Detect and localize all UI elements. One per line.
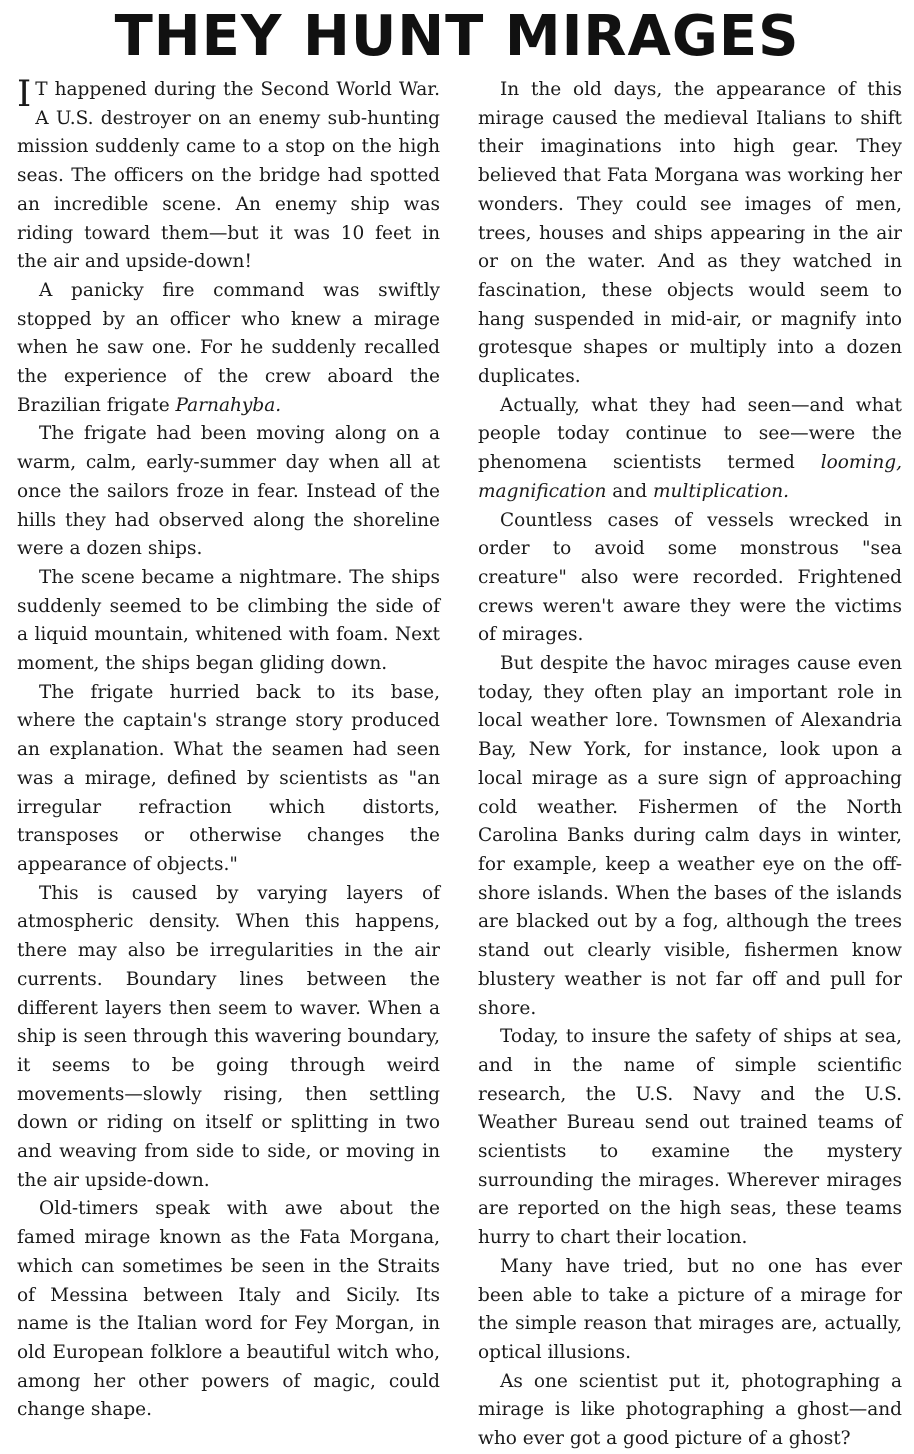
paragraph: But despite the havoc mirages cause even today, they often play an important role in local weather lore. Townsmen of Alexandria Bay, New York, for instance, look upon a local mirage as a sure sign of approaching cold weather. Fishermen of the North Carolina Banks during calm days in winter, for example, keep a weather eye on the off-shore islands. When the bases of the islands are blacked out by a fog, although the trees stand out clearly visible, fishermen know blustery weather is not far off and pull for shore. <box>478 653 902 1019</box>
paragraph: Many have tried, but no one has ever been able to take a picture of a mirage for the simple reason that mirages are, actually, optical illusions. <box>478 1255 902 1363</box>
right-column <box>478 76 902 1454</box>
paragraph: This is caused by varying layers of atmospheric density. When this happens, there may also be irregularities in the air currents. Boundary lines between the different layers then seem to waver. When a ship is seen through this wavering boundary, it seems to be going through weird movements—slowly rising, then settling down or riding on itself or splitting in two and weaving from side to side, or moving in the air upside-down. <box>17 882 440 1191</box>
paragraph: The frigate hurried back to its base, where the captain's strange story produced an explanation. What the seamen had seen was a mirage, defined by scientists as "an irregular refraction which distorts, transposes or otherwise changes the appearance of objects." <box>17 681 440 875</box>
paragraph-text: T happened during the Second World War. A U.S. destroyer on an enemy sub-hunting mission suddenly came to a stop on the high seas. The officers on the bridge had spotted an incredible scene. An enemy ship was riding toward them—but it was 10 feet in the air and upside-down! <box>17 79 440 273</box>
paragraph <box>17 277 440 421</box>
paragraph: In the old days, the appearance of this mirage caused the medieval Italians to shift their imaginations into high gear. They believed that Fata Morgana was working her wonders. They could see images of men, trees, houses and ships appearing in the air or on the water. And as they watched in fascination, these objects would seem to hang suspended in mid-air, or magnify into grotesque shapes or multiply into a dozen duplicates. <box>478 79 902 388</box>
paragraph-text: A panicky fire command was swiftly stopped by an officer who knew a mirage when he saw one. For he suddenly recalled the experience of the crew aboard the Brazilian frigate <box>17 279 440 416</box>
paragraph: Today, to insure the safety of ships at sea, and in the name of simple scientific research, the U.S. Navy and the U.S. Weather Bureau send out trained teams of scientists to examine the mystery surrounding the mirages. Wherever mirages are reported on the high seas, these teams hurry to chart their location. <box>478 1026 902 1249</box>
paragraph: As one scientist put it, photographing a mirage is like photographing a ghost—and who ever got a good picture of a ghost? <box>478 1370 902 1450</box>
paragraph-text: and <box>606 480 653 502</box>
term-italic: multiplication. <box>652 480 790 502</box>
paragraph: The frigate had been moving along on a warm, calm, early-summer day when all at once the sailors froze in fear. Instead of the hills they had observed along the shoreline were a dozen ships. <box>17 423 440 560</box>
page-title: THEY HUNT MIRAGES <box>114 4 800 69</box>
paragraph: The scene became a nightmare. The ships suddenly seemed to be climbing the side of a liquid mountain, whitened with foam. Next moment, the ships began gliding down. <box>17 566 440 675</box>
paragraph: Old-timers speak with awe about the famed mirage known as the Fata Morgana, which can sometimes be seen in the Straits of Messina between Italy and Sicily. Its name is the Italian word for Fey Morgan, in old European folklore a beautiful witch who, among her other powers of magic, could change shape. <box>17 1198 440 1421</box>
paragraph <box>17 76 440 277</box>
drop-cap: I <box>17 74 32 115</box>
paragraph-text: Actually, what they had seen—and what people today continue to see—were the phenomena scientists termed <box>478 394 902 474</box>
ship-name: Parnahyba. <box>175 394 282 416</box>
left-column <box>17 76 440 1425</box>
paragraph: Countless cases of vessels wrecked in order to avoid some monstrous "sea creature" also were recorded. Frightened crews weren't aware they were the victims of mirages. <box>478 509 902 646</box>
term-italic: looming, magnification <box>478 452 902 502</box>
paragraph <box>478 392 902 507</box>
